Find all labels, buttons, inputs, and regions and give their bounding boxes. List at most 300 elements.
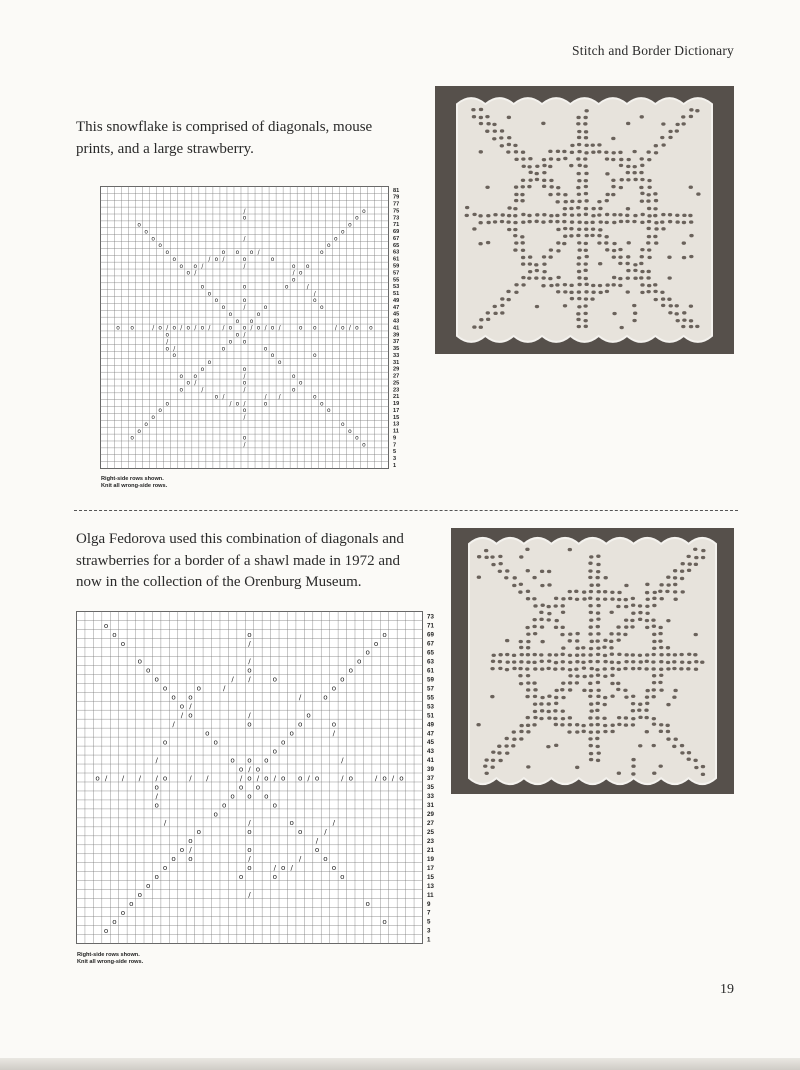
eyelet	[540, 696, 544, 699]
eyelet	[681, 115, 685, 118]
eyelet	[688, 562, 692, 565]
decrease-symbol: /	[248, 638, 251, 648]
row-number-label: 69	[393, 229, 400, 236]
eyelet	[680, 751, 684, 754]
eyelet	[554, 723, 558, 726]
eyelet	[640, 115, 644, 118]
eyelet	[626, 255, 630, 258]
eyelet	[611, 137, 615, 140]
eyelet	[645, 605, 649, 608]
eyelet	[553, 709, 557, 712]
eyelet	[549, 157, 553, 160]
eyelet	[637, 709, 641, 712]
eyelet	[618, 277, 622, 280]
eyelet	[535, 165, 539, 168]
eyelet	[582, 730, 586, 733]
eyelet	[596, 759, 600, 762]
row-number-label: 79	[393, 194, 400, 201]
yarn-over-symbol: o	[331, 719, 337, 729]
eyelet	[506, 150, 510, 153]
eyelet	[570, 151, 574, 154]
eyelet	[519, 724, 523, 727]
eyelet	[548, 193, 552, 196]
yarn-over-symbol: o	[221, 305, 226, 312]
eyelet	[597, 241, 601, 244]
eyelet	[541, 276, 545, 279]
eyelet	[652, 722, 656, 725]
eyelet	[596, 653, 600, 656]
eyelet	[507, 228, 511, 231]
eyelet	[645, 612, 649, 615]
eyelet	[596, 570, 600, 573]
eyelet	[498, 660, 502, 663]
eyelet	[661, 227, 665, 230]
eyelet	[554, 661, 558, 664]
eyelet	[549, 248, 553, 251]
eyelet	[577, 193, 581, 196]
eyelet	[490, 766, 494, 769]
eyelet	[526, 653, 530, 656]
eyelet	[465, 214, 469, 217]
eyelet	[633, 214, 637, 217]
eyelet	[652, 674, 656, 677]
eyelet	[661, 297, 665, 300]
eyelet	[556, 158, 560, 161]
eyelet	[574, 590, 578, 593]
eyelet	[597, 751, 601, 754]
yarn-over-symbol: o	[137, 890, 142, 900]
eyelet	[658, 626, 662, 629]
eyelet	[651, 667, 655, 670]
eyelet	[560, 653, 564, 656]
eyelet	[612, 255, 616, 258]
row-number-label: 43	[393, 318, 400, 325]
eyelet	[610, 695, 614, 698]
eyelet	[486, 221, 490, 224]
eyelet	[612, 213, 616, 216]
row-number-label: 1	[393, 462, 397, 469]
yarn-over-symbol: o	[348, 428, 352, 435]
eyelet	[673, 689, 677, 692]
eyelet	[610, 661, 614, 664]
decrease-symbol: /	[166, 325, 169, 332]
yarn-over-symbol: o	[120, 907, 126, 917]
eyelet	[596, 674, 600, 677]
decrease-symbol: /	[194, 380, 197, 387]
eyelet	[624, 653, 628, 656]
yarn-over-symbol: o	[179, 845, 185, 855]
eyelet	[619, 220, 623, 223]
eyelet	[596, 590, 600, 593]
row-number-label: 21	[393, 394, 400, 401]
yarn-over-symbol: o	[291, 387, 296, 394]
eyelet	[561, 604, 565, 607]
eyelet	[610, 667, 614, 670]
eyelet	[491, 759, 495, 762]
eyelet	[563, 227, 567, 230]
eyelet	[609, 640, 613, 643]
decrease-symbol: /	[324, 827, 327, 837]
row-number-label: 59	[427, 676, 434, 684]
eyelet	[588, 716, 592, 719]
section1-description: This snowflake is comprised of diagonals, mouse prints, and a large strawberry.	[76, 119, 373, 157]
eyelet	[512, 667, 516, 670]
eyelet	[640, 199, 644, 202]
eyelet	[555, 214, 559, 217]
eyelet	[490, 555, 494, 558]
eyelet	[596, 681, 600, 684]
eyelet	[616, 605, 620, 608]
eyelet	[547, 716, 551, 719]
eyelet	[624, 723, 628, 726]
eyelet	[576, 116, 580, 119]
eyelet	[556, 186, 560, 189]
eyelet	[493, 213, 497, 216]
eyelet	[542, 270, 546, 273]
border-swatch-photo	[451, 528, 734, 794]
eyelet	[540, 584, 544, 587]
yarn-over-symbol: o	[291, 277, 296, 284]
eyelet	[617, 598, 621, 601]
eyelet	[645, 591, 649, 594]
eyelet	[609, 611, 613, 614]
eyelet	[562, 242, 566, 245]
yarn-over-symbol: o	[355, 325, 359, 332]
eyelet	[542, 185, 546, 188]
eyelet	[512, 660, 516, 663]
eyelet	[568, 681, 572, 684]
eyelet	[598, 207, 602, 210]
eyelet	[484, 556, 488, 559]
eyelet	[479, 108, 483, 111]
row-number-label: 37	[427, 775, 434, 783]
eyelet	[681, 122, 685, 125]
eyelet	[624, 584, 628, 587]
eyelet	[542, 164, 546, 167]
yarn-over-symbol: o	[357, 656, 362, 666]
eyelet	[598, 262, 602, 265]
eyelet	[638, 703, 642, 706]
eyelet	[583, 312, 587, 315]
eyelet	[490, 695, 494, 698]
eyelet	[563, 157, 567, 160]
eyelet	[602, 717, 606, 720]
eyelet	[610, 724, 614, 727]
eyelet	[584, 185, 588, 188]
eyelet	[576, 318, 580, 321]
row-number-label: 61	[393, 256, 400, 263]
eyelet	[595, 737, 599, 740]
yarn-over-symbol: o	[188, 854, 193, 864]
eyelet	[680, 660, 684, 663]
eyelet	[507, 116, 511, 119]
eyelet	[637, 667, 641, 670]
eyelet	[581, 653, 585, 656]
yarn-over-symbol: o	[323, 854, 328, 864]
eyelet	[513, 207, 517, 210]
eyelet	[639, 276, 643, 279]
yarn-over-symbol: o	[165, 250, 170, 257]
eyelet	[575, 654, 579, 657]
eyelet	[574, 668, 578, 671]
eyelet	[519, 555, 523, 558]
eyelet	[625, 262, 629, 265]
eyelet	[694, 766, 698, 769]
yarn-over-symbol: o	[242, 215, 247, 222]
eyelet	[505, 569, 509, 572]
eyelet	[659, 668, 663, 671]
eyelet	[661, 213, 665, 216]
eyelet	[696, 192, 700, 195]
eyelet	[647, 214, 651, 217]
eyelet	[477, 555, 481, 558]
eyelet	[588, 562, 592, 565]
eyelet	[589, 555, 593, 558]
eyelet	[595, 668, 599, 671]
decrease-symbol: /	[273, 773, 277, 783]
eyelet	[535, 172, 539, 175]
eyelet	[682, 318, 686, 321]
row-number-label: 57	[427, 685, 434, 693]
eyelet	[631, 702, 635, 705]
eyelet	[582, 590, 586, 593]
eyelet	[645, 583, 649, 586]
eyelet	[631, 765, 635, 768]
eyelet	[618, 262, 622, 265]
row-number-label: 9	[393, 435, 397, 442]
eyelet	[577, 221, 581, 224]
eyelet	[646, 598, 650, 601]
decrease-symbol: /	[306, 284, 309, 291]
decrease-symbol: /	[292, 270, 295, 277]
yarn-over-symbol: o	[154, 800, 159, 810]
eyelet	[647, 235, 651, 238]
eyelet	[484, 549, 488, 552]
eyelet	[522, 165, 526, 168]
eyelet	[647, 227, 651, 230]
eyelet	[507, 214, 511, 217]
eyelet	[605, 248, 609, 251]
eyelet	[507, 143, 511, 146]
eyelet	[659, 674, 663, 677]
yarn-over-symbol: o	[272, 746, 278, 756]
eyelet	[647, 207, 651, 210]
eyelet	[533, 632, 537, 635]
eyelet	[631, 604, 635, 607]
running-header: Stitch and Border Dictionary	[572, 43, 734, 58]
eyelet	[647, 284, 651, 287]
row-number-label: 69	[427, 631, 434, 639]
eyelet	[653, 290, 657, 293]
eyelet	[547, 605, 551, 608]
yarn-over-symbol: o	[221, 800, 227, 810]
eyelet	[553, 717, 557, 720]
eyelet	[619, 164, 623, 167]
eyelet	[666, 576, 670, 579]
eyelet	[682, 221, 686, 224]
yarn-over-symbol: o	[382, 773, 387, 783]
eyelet	[675, 123, 679, 126]
eyelet	[640, 270, 644, 273]
eyelet	[575, 723, 579, 726]
eyelet	[561, 681, 565, 684]
eyelet	[547, 702, 551, 705]
eyelet	[658, 590, 662, 593]
decrease-symbol: /	[243, 442, 246, 449]
eyelet	[526, 646, 530, 649]
eyelet	[596, 604, 600, 607]
row-number-label: 7	[393, 442, 397, 449]
eyelet	[582, 689, 586, 692]
eyelet	[527, 220, 531, 223]
eyelet	[563, 207, 567, 210]
eyelet	[616, 661, 620, 664]
row-number-label: 17	[393, 407, 400, 414]
eyelet	[589, 702, 593, 705]
eyelet	[640, 291, 644, 294]
yarn-over-symbol: o	[306, 710, 311, 720]
row-number-label: 27	[427, 820, 434, 828]
eyelet	[611, 179, 615, 182]
eyelet	[610, 674, 614, 677]
eyelet	[541, 220, 545, 223]
eyelet	[610, 653, 614, 656]
yarn-over-symbol: o	[291, 373, 296, 380]
yarn-over-symbol: o	[247, 719, 252, 729]
eyelet	[547, 583, 551, 586]
eyelet	[519, 737, 523, 740]
eyelet	[612, 276, 616, 279]
decrease-symbol: /	[208, 256, 211, 263]
row-number-label: 73	[427, 613, 434, 621]
eyelet	[669, 304, 673, 307]
eyelet	[590, 667, 594, 670]
row-number-label: 65	[393, 242, 400, 249]
row-number-label: 61	[427, 667, 434, 675]
yarn-over-symbol: o	[314, 773, 320, 783]
eyelet	[633, 178, 637, 181]
eyelet	[539, 618, 543, 621]
eyelet	[519, 640, 523, 643]
eyelet	[577, 228, 581, 231]
eyelet	[539, 717, 543, 720]
eyelet	[644, 667, 648, 670]
eyelet	[479, 318, 483, 321]
eyelet	[521, 283, 525, 286]
eyelet	[534, 263, 538, 266]
yarn-over-symbol: o	[382, 916, 387, 926]
eyelet	[602, 646, 606, 649]
eyelet	[689, 115, 693, 118]
eyelet	[528, 270, 532, 273]
eyelet	[506, 660, 510, 663]
eyelet	[561, 597, 565, 600]
eyelet	[640, 283, 644, 286]
eyelet	[686, 667, 690, 670]
eyelet	[548, 220, 552, 223]
eyelet	[505, 737, 509, 740]
yarn-over-symbol: o	[162, 863, 168, 873]
eyelet	[625, 220, 629, 223]
eyelet	[626, 171, 630, 174]
eyelet	[535, 178, 539, 181]
eyelet	[682, 311, 686, 314]
eyelet	[535, 305, 539, 308]
eyelet	[645, 626, 649, 629]
eyelet	[638, 618, 642, 621]
eyelet	[497, 745, 501, 748]
eyelet	[526, 632, 530, 635]
eyelet	[577, 325, 581, 328]
eyelet	[583, 164, 587, 167]
eyelet	[555, 220, 559, 223]
eyelet	[611, 185, 615, 188]
eyelet	[554, 653, 558, 656]
eyelet	[584, 144, 588, 147]
row-number-label: 31	[393, 359, 400, 366]
eyelet	[589, 625, 593, 628]
yarn-over-symbol: o	[314, 845, 320, 855]
decrease-symbol: /	[248, 854, 251, 864]
eyelet	[589, 723, 593, 726]
eyelet	[542, 179, 546, 182]
eyelet	[639, 262, 643, 265]
eyelet	[575, 730, 579, 733]
eyelet	[640, 221, 644, 224]
yarn-over-symbol: o	[297, 719, 303, 729]
eyelet	[533, 653, 537, 656]
eyelet	[589, 647, 593, 650]
eyelet	[626, 276, 630, 279]
eyelet	[563, 283, 567, 286]
eyelet	[624, 605, 628, 608]
eyelet	[514, 291, 518, 294]
eyelet	[640, 192, 644, 195]
eyelet	[604, 241, 608, 244]
eyelet	[640, 178, 644, 181]
eyelet	[666, 661, 670, 664]
eyelet	[588, 604, 592, 607]
eyelet	[658, 632, 662, 635]
eyelet	[661, 304, 665, 307]
eyelet	[505, 751, 509, 754]
eyelet	[567, 730, 571, 733]
eyelet	[609, 646, 613, 649]
eyelet	[584, 262, 588, 265]
eyelet	[652, 640, 656, 643]
eyelet	[645, 702, 649, 705]
row-number-label: 23	[427, 837, 434, 845]
eyelet	[596, 597, 600, 600]
decrease-symbol: /	[332, 818, 336, 828]
eyelet	[659, 583, 663, 586]
eyelet	[583, 122, 587, 125]
eyelet	[548, 150, 552, 153]
eyelet	[527, 276, 531, 279]
row-number-label: 3	[393, 456, 397, 463]
eyelet	[541, 284, 545, 287]
eyelet	[647, 270, 651, 273]
eyelet	[547, 570, 551, 573]
eyelet	[603, 597, 607, 600]
eyelet	[491, 660, 495, 663]
eyelet	[525, 626, 529, 629]
eyelet	[569, 164, 573, 167]
eyelet	[542, 158, 546, 161]
eyelet	[570, 213, 574, 216]
decrease-symbol: /	[189, 773, 192, 783]
eyelet	[490, 667, 494, 670]
